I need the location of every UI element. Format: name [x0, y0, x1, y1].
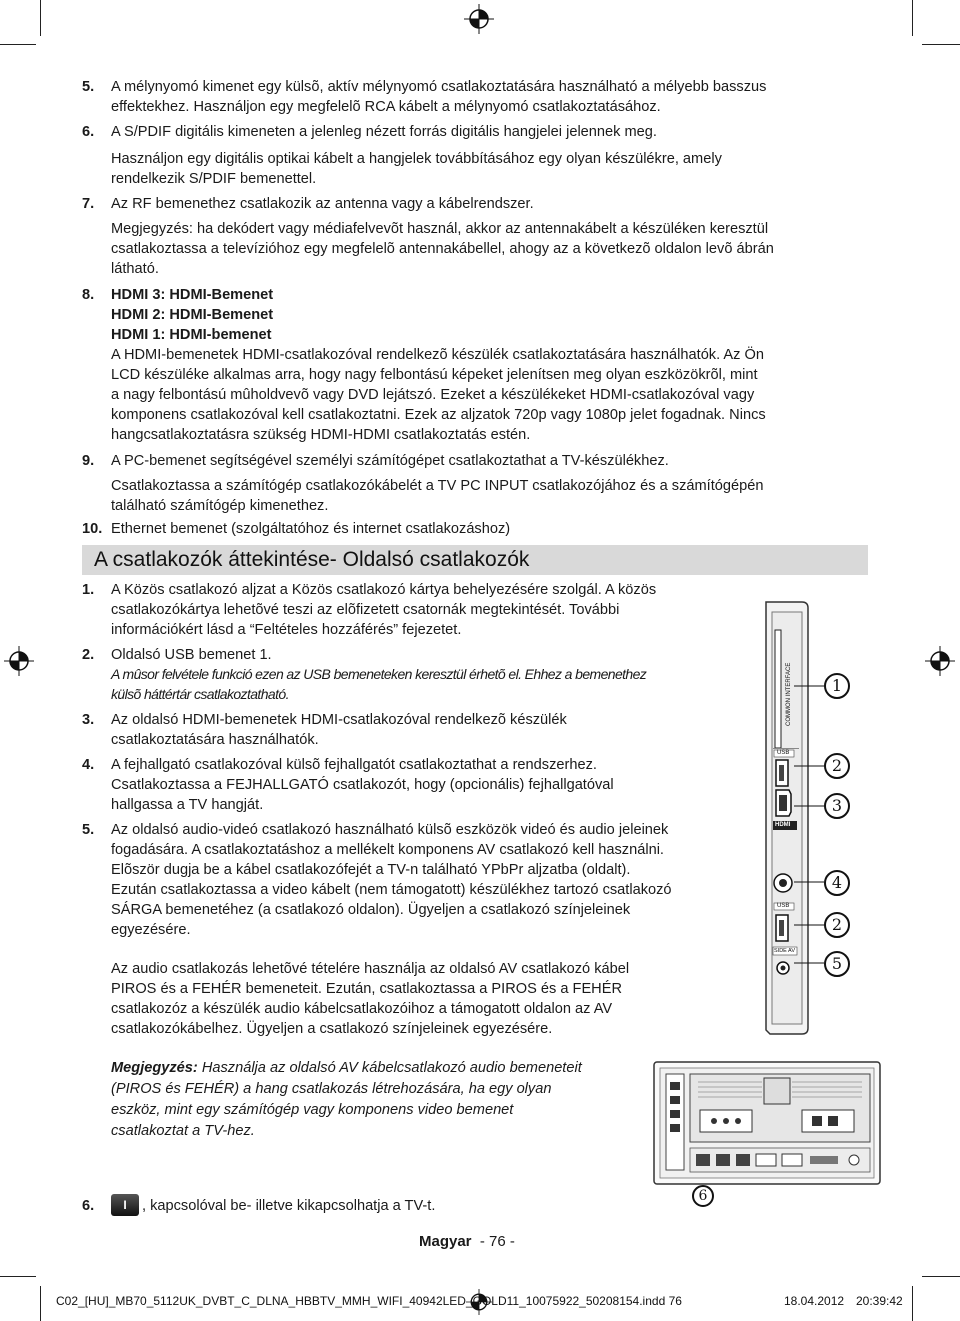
- crop-mark: [912, 0, 913, 36]
- registration-mark-icon: [4, 646, 34, 676]
- text-line: hangcsatlakoztatásra szükség HDMI-HDMI csatlakoztatás estén.: [111, 427, 531, 443]
- crop-mark: [922, 1276, 960, 1277]
- text-line: A Közös csatlakozó aljzat a Közös csatlakozó kártya behelyezésére szolgál. A közös: [111, 582, 657, 598]
- section-title: A csatlakozók áttekintése- Oldalsó csatlakozók: [94, 548, 530, 571]
- text-line: Ethernet bemenet (szolgáltatóhoz és internet csatlakozáshoz): [111, 521, 511, 537]
- page-number: - 76 -: [479, 1233, 515, 1250]
- callout-1-icon: 1: [824, 673, 850, 699]
- text-line: található számítógép kimenethez.: [111, 498, 329, 514]
- item-text: [111, 149, 722, 189]
- page-footer: [419, 1232, 515, 1252]
- registration-mark-icon: [925, 646, 955, 676]
- crop-mark: [912, 1286, 913, 1321]
- text-line: HDMI 2: HDMI-Bemenet: [111, 307, 274, 323]
- item-number: 4.: [82, 757, 95, 773]
- text-line: fogadására. A csatlakoztatáshoz a mellékelt komponens AV csatlakozó kell használni.: [111, 842, 664, 858]
- item-text: [111, 755, 614, 815]
- item-text: [111, 345, 766, 445]
- text-line: rendelkezik S/PDIF bemenettel.: [111, 171, 317, 187]
- text-line: a nagy felbontású mûholdvevõ vagy DVD lejátszó. Ezeket a készülékeket HDMI-csatlakozóval vagy: [111, 387, 755, 403]
- usb-label: USB: [777, 903, 790, 909]
- side-av-label: SIDE AV: [774, 948, 795, 954]
- crop-mark: [0, 44, 36, 45]
- text-line: Az oldalsó HDMI-bemenetek HDMI-csatlakozóval rendelkezõ készülék: [111, 712, 567, 728]
- page-language: Magyar: [419, 1233, 472, 1250]
- text-line: külsõ háttértár csatlakoztatható.: [111, 686, 289, 702]
- item-text: [111, 122, 657, 142]
- text-line: Az oldalsó audio-videó csatlakozó használható külsõ eszközök videó és audio jeleinek: [111, 822, 669, 838]
- text-line: A HDMI-bemenetek HDMI-csatlakozóval rendelkezõ készülék csatlakoztatására használhatók. Az Ön: [111, 347, 764, 363]
- item-number: 6.: [82, 1198, 95, 1214]
- crop-mark: [40, 1286, 41, 1321]
- item-text: [111, 645, 272, 665]
- callout-6-icon: 6: [692, 1185, 714, 1207]
- item-text: [111, 77, 766, 117]
- hdmi-heading: [111, 285, 273, 345]
- hdmi-label: HDMI: [775, 822, 791, 828]
- crop-mark: [40, 0, 41, 36]
- item-number: 6.: [82, 124, 95, 140]
- text-line: hallgassa a TV hangját.: [111, 797, 264, 813]
- item-number: 1.: [82, 582, 95, 598]
- note-paragraph: [111, 1058, 582, 1142]
- text-line: Elõször dugja be a kábel csatlakozófejét a TV-n található YPbPr aljzatba (oldalt).: [111, 862, 631, 878]
- note-text: Használja az oldalsó AV kábelcsatlakozó audio bemeneteit: [197, 1060, 582, 1076]
- text-line: csatlakoztatására használhatók.: [111, 732, 319, 748]
- text-line: Oldalsó USB bemenet 1.: [111, 647, 272, 663]
- crop-mark: [0, 1276, 36, 1277]
- text-line: A mûsor felvétele funkció ezen az USB bemeneteken keresztül érhetõ el. Ehhez a bemenethez: [111, 666, 647, 682]
- item-number: 5.: [82, 822, 95, 838]
- power-switch-icon: I: [111, 1194, 139, 1216]
- text-line: Ezután csatlakoztassa a video kábelt (nem támogatott) készülékhez tartozó csatlakozó: [111, 882, 672, 898]
- callout-3-icon: 3: [824, 793, 850, 819]
- item-number: 7.: [82, 196, 95, 212]
- text-line: Az audio csatlakozás lehetõvé tételére használja az oldalsó AV csatlakozó kábel: [111, 961, 630, 977]
- item-number: 9.: [82, 453, 95, 469]
- usb-label: USB: [777, 750, 790, 756]
- callout-5-icon: 5: [824, 951, 850, 977]
- text-line: effektekhez. Használjon egy megfelelõ RCA kábelt a mélynyomó csatlakoztatásához.: [111, 99, 661, 115]
- text-line: Csatlakoztassa a FEJHALLGATÓ csatlakozót, hogy (opcionális) fejhallgatóval: [111, 777, 614, 793]
- text-line: A fejhallgató csatlakozóval külsõ fejhallgatót csatlakoztathat a rendszerhez.: [111, 757, 597, 773]
- item-text: [111, 219, 774, 279]
- text-line: Megjegyzés: ha dekódert vagy médiafelvevõt használ, akkor az antennakábelt a készüléken keresztül: [111, 221, 769, 237]
- text-line: LCD készüléke alkalmas arra, hogy nagy felbontású képeket jelenítsen meg olyan eszközökrõl, mint: [111, 367, 758, 383]
- item-text: [111, 519, 510, 539]
- text-line: SÁRGA bemenetéhez (a csatlakozó oldalon). Ügyeljen a csatlakozó színjeleinek: [111, 902, 631, 918]
- item-text: [111, 194, 534, 214]
- text-line: csatlakozókábelhez. Ügyeljen a csatlakozó színjeleinek egyezésére.: [111, 1021, 553, 1037]
- text-line: HDMI 3: HDMI-Bemenet: [111, 287, 274, 303]
- item-number: 8.: [82, 287, 95, 303]
- text-line: Az RF bemenethez csatlakozik az antenna vagy a kábelrendszer.: [111, 196, 534, 212]
- callout-2-icon: 2: [824, 912, 850, 938]
- registration-mark-icon: [464, 4, 494, 34]
- slug-filename: C02_[HU]_MB70_5112UK_DVBT_C_DLNA_HBBTV_MMH_WIFI_40942LED_GOLD11_10075922_50208154.indd 76: [56, 1294, 682, 1308]
- audio-paragraph: [111, 959, 629, 1039]
- item-text: [111, 710, 567, 750]
- text-line: [111, 1058, 582, 1079]
- text-line: eszköz, mint egy számítógép vagy komponens video bemenet: [111, 1102, 514, 1118]
- text-line: információkért lásd a “Feltételes hozzáférés” fejezetet.: [111, 622, 462, 638]
- callout-2-icon: 2: [824, 753, 850, 779]
- crop-mark: [922, 44, 960, 45]
- text-line: PIROS és a FEHÉR bemeneteit. Ezután, csatlakoztassa a PIROS és a FEHÉR: [111, 981, 622, 997]
- text-line: A S/PDIF digitális kimeneten a jelenleg nézett forrás digitális hangjelei jelennek meg.: [111, 124, 657, 140]
- text-line: látható.: [111, 261, 159, 277]
- text-line: (PIROS és FEHÉR) a hang csatlakozás létrehozására, ha egy olyan: [111, 1081, 552, 1097]
- slug-date: 18.04.2012: [784, 1294, 845, 1308]
- text-line: Csatlakoztassa a számítógép csatlakozókábelét a TV PC INPUT csatlakozójához és a számítógépén: [111, 478, 764, 494]
- callout-4-icon: 4: [824, 870, 850, 896]
- slug-time: 20:39:42: [856, 1294, 903, 1308]
- text-line: csatlakoztat a TV-hez.: [111, 1123, 255, 1139]
- text-line: komponens csatlakozóval kell csatlakoztatni. Ezek az aljzatok 720p vagy 1080p jelet fogadnak. Nincs: [111, 407, 766, 423]
- power-switch-text: , kapcsolóval be- illetve kikapcsolhatja a TV-t.: [142, 1198, 436, 1214]
- item-number: 2.: [82, 647, 95, 663]
- text-line: HDMI 1: HDMI-bemenet: [111, 327, 272, 343]
- item-text: [111, 451, 669, 471]
- tv-rear-diagram: [652, 1060, 882, 1188]
- text-line: A PC-bemenet segítségével személyi számítógépet csatlakoztathat a TV-készülékhez.: [111, 453, 669, 469]
- item-number: 10.: [82, 521, 103, 537]
- text-line: csatlakozókártya lehetõvé teszi az elõfizetett csatornák megtekintését. További: [111, 602, 620, 618]
- text-line: egyezésére.: [111, 922, 191, 938]
- item-text: [111, 580, 656, 640]
- item-note: [111, 664, 646, 704]
- text-line: csatlakoztassa a televízióhoz egy megfelelõ antennakábellel, ahogy az a következõ oldalon levõ ábrán: [111, 241, 774, 257]
- item-number: 5.: [82, 79, 95, 95]
- item-text: [111, 476, 763, 516]
- text-line: A mélynyomó kimenet egy külsõ, aktív mélynyomó csatlakoztatására használható a mélyebb basszus: [111, 79, 767, 95]
- text-line: Használjon egy digitális optikai kábelt a hangjelek továbbításához egy olyan készülékre, amely: [111, 151, 722, 167]
- item-text: [111, 820, 672, 940]
- text-line: csatlakozóz a készülék audio kábelcsatlakozóihoz a támogatott oldalon az AV: [111, 1001, 613, 1017]
- note-label: Megjegyzés:: [111, 1060, 198, 1076]
- item-number: 3.: [82, 712, 95, 728]
